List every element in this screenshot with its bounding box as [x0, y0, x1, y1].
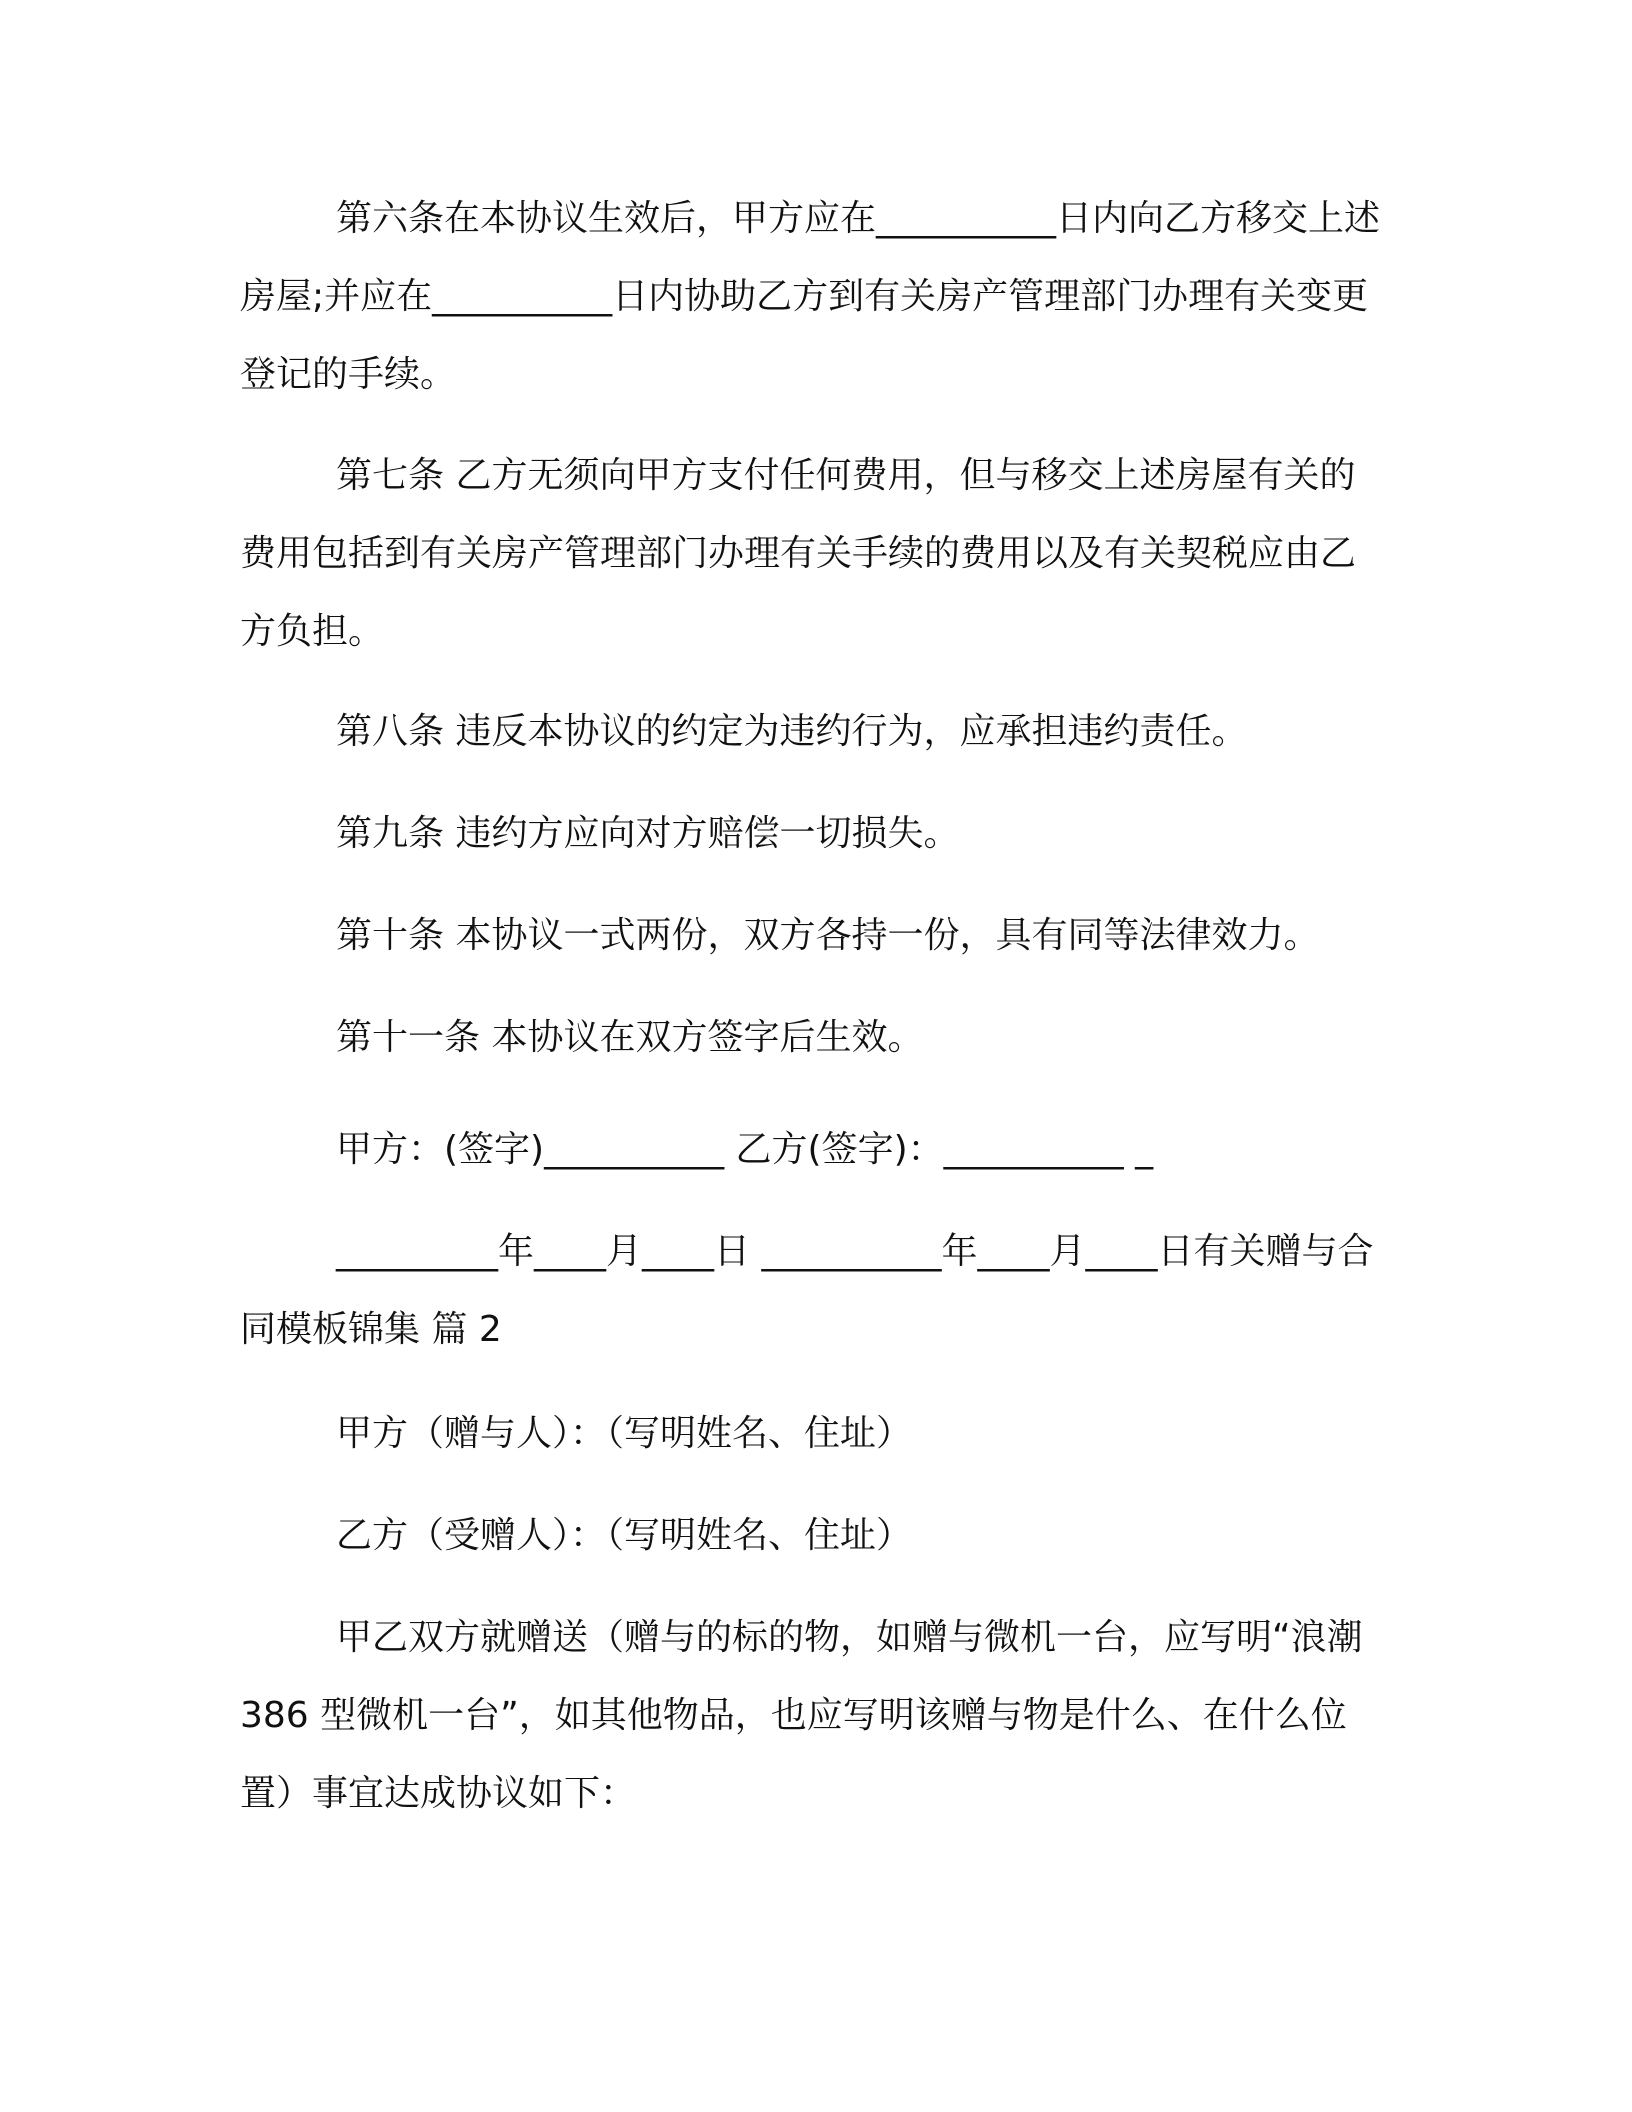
- paragraph-text: 甲方（赠与人）：（写明姓名、住址）: [336, 1413, 913, 1454]
- paragraph-article-10: [240, 897, 1380, 975]
- paragraph-article-9: [240, 795, 1380, 873]
- paragraph-agreement-intro: [240, 1599, 1380, 1833]
- paragraph-text: 乙方（受赠人）：（写明姓名、住址）: [336, 1515, 913, 1556]
- paragraph-text: 甲方：(签字)__________ 乙方(签字)：__________ _: [336, 1129, 1154, 1170]
- signature-line: [240, 1111, 1380, 1189]
- date-line-and-section-title: [240, 1213, 1380, 1369]
- paragraph-article-6: [240, 180, 1380, 414]
- paragraph-text: 第九条 违约方应向对方赔偿一切损失。: [336, 813, 960, 854]
- paragraph-text: _________年____月____日 __________年____月____日有关赠与合同模板锦集 篇 2: [240, 1231, 1374, 1350]
- paragraph-text: 第六条在本协议生效后，甲方应在__________日内向乙方移交上述房屋;并应在__________日内协助乙方到有关房产管理部门办理有关变更登记的手续。: [240, 198, 1381, 395]
- paragraph-text: 第七条 乙方无须向甲方支付任何费用，但与移交上述房屋有关的费用包括到有关房产管理部门办理有关手续的费用以及有关契税应由乙方负担。: [240, 455, 1357, 652]
- paragraph-text: 第八条 违反本协议的约定为违约行为，应承担违约责任。: [336, 711, 1248, 752]
- paragraph-text: 甲乙双方就赠送（赠与的标的物，如赠与微机一台，应写明“浪潮 386 型微机一台”，如其他物品，也应写明该赠与物是什么、在什么位置）事宜达成协议如下：: [240, 1617, 1363, 1814]
- paragraph-text: 第十一条 本协议在双方签字后生效。: [336, 1017, 924, 1058]
- paragraph-article-11: [240, 999, 1380, 1077]
- paragraph-article-7: [240, 437, 1380, 671]
- party-a-donor: [240, 1395, 1380, 1473]
- party-b-donee: [240, 1497, 1380, 1575]
- paragraph-article-8: [240, 693, 1380, 771]
- paragraph-text: 第十条 本协议一式两份，双方各持一份，具有同等法律效力。: [336, 915, 1320, 956]
